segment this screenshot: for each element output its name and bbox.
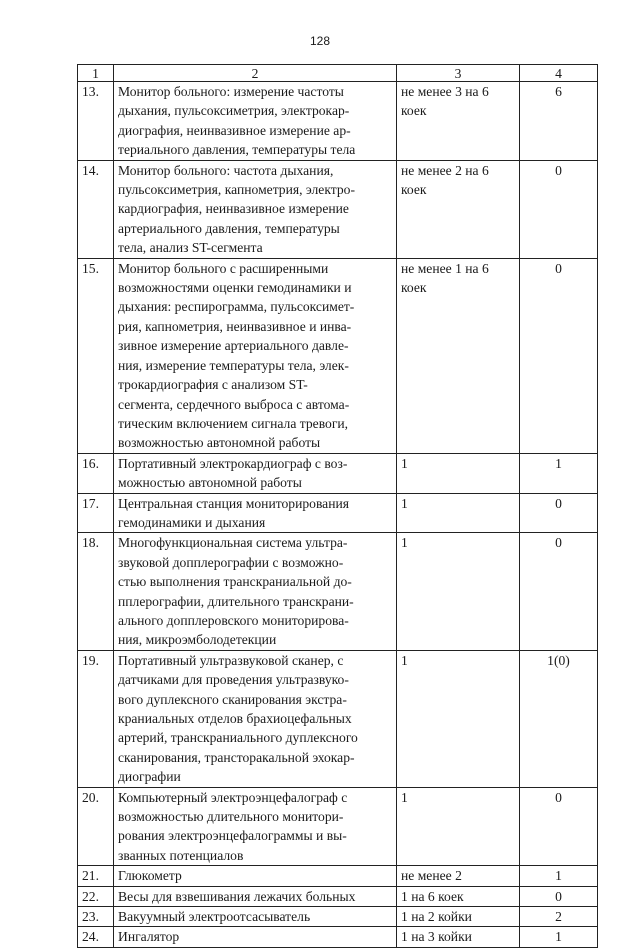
- required-quantity-line: 1 на 3 койки: [401, 929, 472, 945]
- row-number: 21.: [78, 866, 114, 886]
- equipment-name-line: пплерографии, длительного транскрани-: [118, 593, 354, 609]
- equipment-name-line: Компьютерный электроэнцефалограф с: [118, 789, 348, 805]
- required-quantity-line: 1: [401, 789, 408, 805]
- required-quantity-line: 1 на 2 койки: [401, 909, 472, 925]
- equipment-name-line: Монитор больного: частота дыхания,: [118, 162, 334, 178]
- equipment-name-line: диографии: [118, 769, 181, 785]
- required-quantity-line: 1: [401, 495, 408, 511]
- equipment-name-line: Портативный электрокардиограф с воз-: [118, 455, 348, 471]
- required-quantity-line: коек: [401, 103, 427, 119]
- page-number: 128: [309, 34, 331, 48]
- equipment-name: [114, 160, 397, 258]
- equipment-name-line: возможностью автономной работы: [118, 435, 321, 451]
- actual-quantity: 0: [520, 533, 598, 650]
- equipment-name-line: гемодинамики и дыхания: [118, 514, 266, 530]
- equipment-name-line: ния, микроэмболодетекции: [118, 632, 277, 648]
- required-quantity: [397, 866, 520, 886]
- equipment-name-line: артериального давления, температуры: [118, 220, 340, 236]
- table-row: [78, 866, 598, 886]
- header-cell: 4: [520, 65, 598, 82]
- header-cell: 3: [397, 65, 520, 82]
- actual-quantity: 0: [520, 160, 598, 258]
- table-body: [78, 65, 598, 948]
- equipment-name-line: званных потенциалов: [118, 847, 244, 863]
- equipment-name-line: сегмента, сердечного выброса с автома-: [118, 396, 350, 412]
- row-number: 22.: [78, 886, 114, 906]
- equipment-name-line: кардиография, неинвазивное измерение: [118, 201, 349, 217]
- equipment-name-line: датчиками для проведения ультразвуко-: [118, 672, 349, 688]
- actual-quantity: 2: [520, 907, 598, 927]
- equipment-name-line: Многофункциональная система ультра-: [118, 535, 348, 551]
- required-quantity-line: 1: [401, 455, 408, 471]
- required-quantity: [397, 493, 520, 533]
- equipment-name-line: зивное измерение артериального давле-: [118, 338, 349, 354]
- table-row: [78, 787, 598, 866]
- header-cell: 1: [78, 65, 114, 82]
- equipment-name: [114, 886, 397, 906]
- equipment-name-line: диография, неинвазивное измерение ар-: [118, 122, 351, 138]
- equipment-name-line: можностью автономной работы: [118, 475, 302, 491]
- equipment-name: [114, 82, 397, 161]
- equipment-name-line: возможностями оценки гемодинамики и: [118, 280, 352, 296]
- equipment-name-line: возможностью длительного монитори-: [118, 809, 344, 825]
- table-row: [78, 160, 598, 258]
- actual-quantity: 0: [520, 258, 598, 453]
- actual-quantity: 1: [520, 453, 598, 493]
- required-quantity: [397, 907, 520, 927]
- equipment-name-line: рия, капнометрия, неинвазивное и инва-: [118, 318, 352, 334]
- equipment-name-line: трокардиография с анализом ST-: [118, 377, 308, 393]
- table-row: [78, 907, 598, 927]
- row-number: 16.: [78, 453, 114, 493]
- table-row: [78, 533, 598, 650]
- actual-quantity: 6: [520, 82, 598, 161]
- required-quantity-line: коек: [401, 182, 427, 198]
- actual-quantity: 0: [520, 886, 598, 906]
- equipment-name: [114, 866, 397, 886]
- required-quantity: [397, 82, 520, 161]
- equipment-name-line: артерий, транскраниального дуплексного: [118, 730, 358, 746]
- equipment-table: [77, 64, 598, 948]
- actual-quantity: 1: [520, 927, 598, 947]
- table-header-row: [78, 65, 598, 82]
- equipment-name-line: тическим включением сигнала тревоги,: [118, 415, 349, 431]
- equipment-name-line: Ингалятор: [118, 929, 180, 945]
- equipment-name: [114, 787, 397, 866]
- required-quantity-line: 1: [401, 535, 408, 551]
- equipment-name: [114, 927, 397, 947]
- row-number: 18.: [78, 533, 114, 650]
- actual-quantity: 0: [520, 493, 598, 533]
- table-row: [78, 453, 598, 493]
- equipment-name-line: Монитор больного с расширенными: [118, 260, 329, 276]
- actual-quantity: 1: [520, 866, 598, 886]
- equipment-name-line: Вакуумный электроотсасыватель: [118, 909, 311, 925]
- required-quantity: [397, 258, 520, 453]
- equipment-name-line: Весы для взвешивания лежачих больных: [118, 888, 356, 904]
- table-row: [78, 650, 598, 787]
- table-row: [78, 927, 598, 947]
- equipment-name-line: дыхания: респирограмма, пульсоксимет-: [118, 299, 355, 315]
- required-quantity: [397, 650, 520, 787]
- row-number: 15.: [78, 258, 114, 453]
- actual-quantity: 1(0): [520, 650, 598, 787]
- equipment-name: [114, 493, 397, 533]
- required-quantity-line: не менее 2: [401, 868, 462, 884]
- equipment-name: [114, 907, 397, 927]
- table-row: [78, 82, 598, 161]
- required-quantity-line: не менее 2 на 6: [401, 162, 489, 178]
- required-quantity: [397, 533, 520, 650]
- row-number: 14.: [78, 160, 114, 258]
- table-row: [78, 493, 598, 533]
- equipment-name-line: Глюкометр: [118, 868, 182, 884]
- equipment-name-line: звуковой допплерографии с возможно-: [118, 554, 344, 570]
- required-quantity-line: не менее 3 на 6: [401, 84, 489, 99]
- row-number: 23.: [78, 907, 114, 927]
- required-quantity: [397, 453, 520, 493]
- required-quantity-line: не менее 1 на 6: [401, 260, 489, 276]
- equipment-name-line: Портативный ультразвуковой сканер, с: [118, 652, 344, 668]
- required-quantity: [397, 927, 520, 947]
- equipment-name-line: ния, измерение температуры тела, элек-: [118, 357, 349, 373]
- table-row: [78, 886, 598, 906]
- equipment-name-line: дыхания, пульсоксиметрия, электрокар-: [118, 103, 350, 119]
- equipment-name-line: краниальных отделов брахиоцефальных: [118, 711, 352, 726]
- equipment-name-line: пульсоксиметрия, капнометрия, электро-: [118, 182, 355, 198]
- equipment-name: [114, 650, 397, 787]
- row-number: 13.: [78, 82, 114, 161]
- row-number: 20.: [78, 787, 114, 866]
- row-number: 17.: [78, 493, 114, 533]
- equipment-name-line: териального давления, температуры тела: [118, 142, 356, 158]
- equipment-name: [114, 533, 397, 650]
- equipment-name: [114, 453, 397, 493]
- equipment-name-line: Центральная станция мониторирования: [118, 495, 350, 511]
- equipment-name: [114, 258, 397, 453]
- row-number: 19.: [78, 650, 114, 787]
- equipment-name-line: сканирования, трансторакальной эхокар-: [118, 749, 355, 765]
- equipment-name-line: стью выполнения транскраниальной до-: [118, 574, 352, 590]
- required-quantity-line: коек: [401, 280, 427, 296]
- equipment-name-line: рования электроэнцефалограммы и вы-: [118, 828, 347, 844]
- required-quantity-line: 1: [401, 652, 408, 668]
- required-quantity: [397, 886, 520, 906]
- equipment-name-line: вого дуплексного сканирования экстра-: [118, 691, 347, 707]
- equipment-name-line: тела, анализ ST-сегмента: [118, 240, 263, 256]
- table-row: [78, 258, 598, 453]
- equipment-name-line: Монитор больного: измерение частоты: [118, 84, 344, 99]
- equipment-name-line: ального допплеровского мониторирова-: [118, 612, 349, 628]
- required-quantity-line: 1 на 6 коек: [401, 888, 464, 904]
- actual-quantity: 0: [520, 787, 598, 866]
- required-quantity: [397, 160, 520, 258]
- required-quantity: [397, 787, 520, 866]
- row-number: 24.: [78, 927, 114, 947]
- header-cell: 2: [114, 65, 397, 82]
